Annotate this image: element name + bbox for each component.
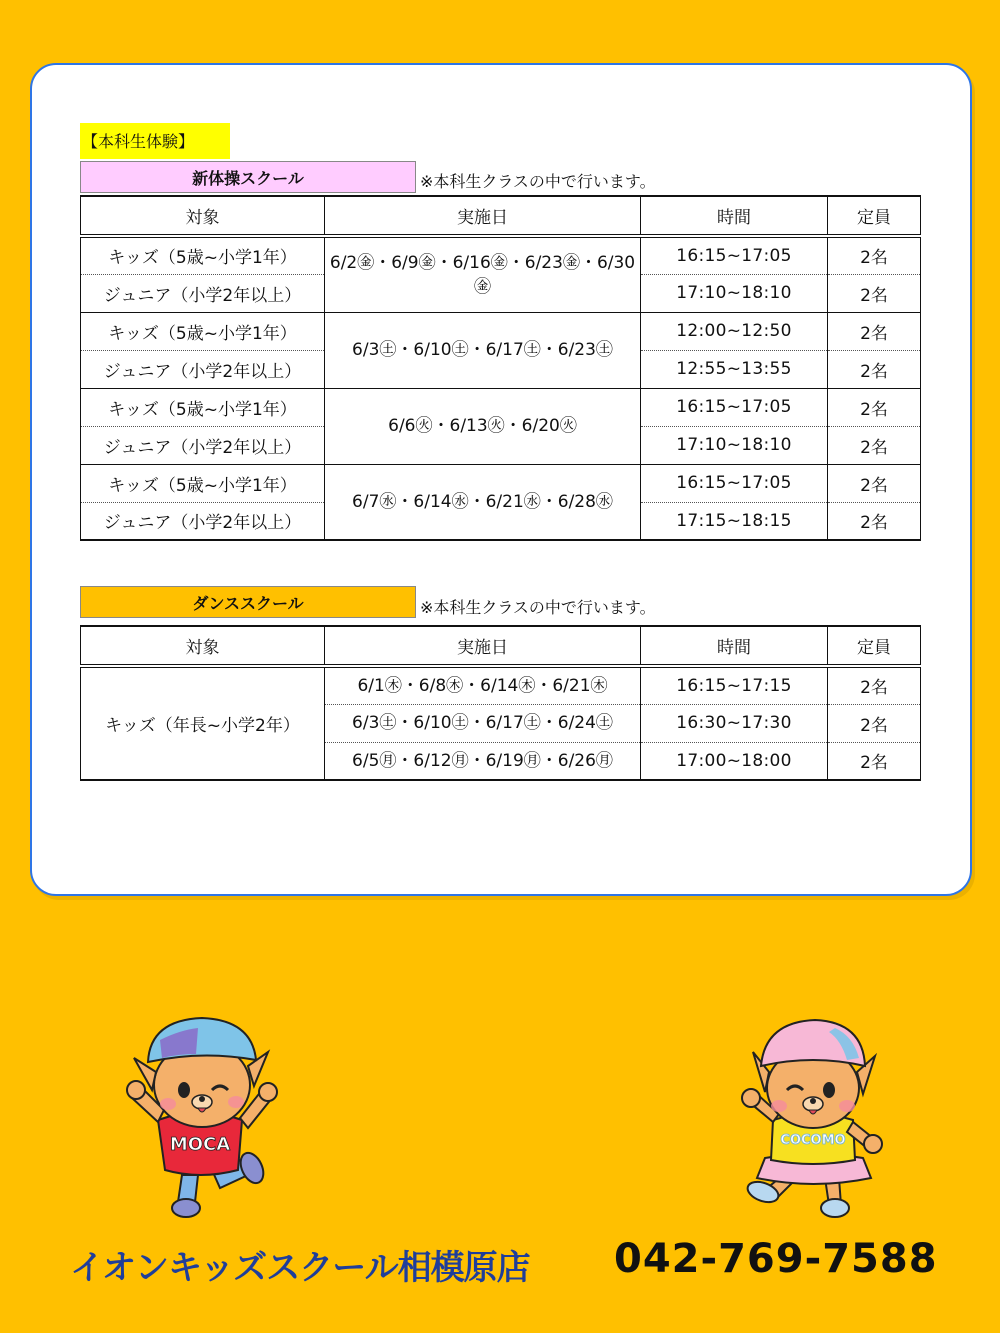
time-cell: 16:15~17:05	[641, 388, 828, 426]
target-cell: ジュニア（小学2年以上）	[81, 274, 325, 312]
target-cell: キッズ（5歳~小学1年）	[81, 388, 325, 426]
header-target: 対象	[81, 196, 325, 236]
table-row	[81, 464, 921, 502]
store-name: イオンキッズスクール相模原店	[70, 1248, 530, 1288]
capacity-cell: 2名	[828, 274, 921, 312]
moca-mascot-illustration	[120, 1010, 280, 1225]
header-target: 対象	[81, 626, 325, 666]
dates-cell: 6/3㊏・6/10㊏・6/17㊏・6/23㊏	[325, 312, 641, 388]
time-cell: 17:15~18:15	[641, 502, 828, 540]
time-cell: 16:30~17:30	[641, 704, 828, 742]
time-cell: 17:10~18:10	[641, 426, 828, 464]
dates-cell: 6/6㊋・6/13㊋・6/20㊋	[325, 388, 641, 464]
target-cell: ジュニア（小学2年以上）	[81, 502, 325, 540]
time-cell: 16:15~17:15	[641, 666, 828, 704]
dates-cell: 6/3㊏・6/10㊏・6/17㊏・6/24㊏	[325, 704, 641, 742]
moca-shirt-text: MOCA	[169, 1134, 231, 1155]
time-cell: 16:15~17:05	[641, 464, 828, 502]
header-time: 時間	[641, 626, 828, 666]
dates-cell: 6/2㊎・6/9㊎・6/16㊎・6/23㊎・6/30㊎	[325, 236, 641, 312]
capacity-cell: 2名	[828, 666, 921, 704]
capacity-cell: 2名	[828, 426, 921, 464]
capacity-cell: 2名	[828, 502, 921, 540]
dates-cell: 6/5㊊・6/12㊊・6/19㊊・6/26㊊	[325, 742, 641, 780]
header-capacity: 定員	[828, 196, 921, 236]
header-dates: 実施日	[325, 626, 641, 666]
dance-section-title: ダンススクール	[80, 586, 416, 618]
time-cell: 12:55~13:55	[641, 350, 828, 388]
intro-label: 【本科生体験】	[80, 123, 230, 159]
header-capacity: 定員	[828, 626, 921, 666]
time-cell: 17:10~18:10	[641, 274, 828, 312]
gymnastics-section-title: 新体操スクール	[80, 161, 416, 193]
cocomo-shirt-text: COCOMO	[780, 1133, 846, 1148]
table-row	[81, 666, 921, 704]
table-row	[81, 388, 921, 426]
capacity-cell: 2名	[828, 236, 921, 274]
capacity-cell: 2名	[828, 704, 921, 742]
time-cell: 12:00~12:50	[641, 312, 828, 350]
capacity-cell: 2名	[828, 464, 921, 502]
store-phone: 042-769-7588	[614, 1236, 938, 1282]
target-cell: キッズ（5歳~小学1年）	[81, 464, 325, 502]
gymnastics-note: ※本科生クラスの中で行います。	[420, 172, 656, 191]
table-row	[81, 312, 921, 350]
header-dates: 実施日	[325, 196, 641, 236]
gymnastics-schedule-table	[80, 195, 921, 541]
target-cell: キッズ（年長~小学2年）	[81, 666, 325, 780]
dance-schedule-table	[80, 625, 921, 781]
capacity-cell: 2名	[828, 350, 921, 388]
time-cell: 16:15~17:05	[641, 236, 828, 274]
target-cell: キッズ（5歳~小学1年）	[81, 236, 325, 274]
dates-cell: 6/1㊍・6/8㊍・6/14㊍・6/21㊍	[325, 666, 641, 704]
capacity-cell: 2名	[828, 312, 921, 350]
capacity-cell: 2名	[828, 742, 921, 780]
time-cell: 17:00~18:00	[641, 742, 828, 780]
cocomo-mascot-illustration	[735, 1010, 885, 1225]
dates-cell: 6/7㊌・6/14㊌・6/21㊌・6/28㊌	[325, 464, 641, 540]
target-cell: ジュニア（小学2年以上）	[81, 426, 325, 464]
capacity-cell: 2名	[828, 388, 921, 426]
target-cell: ジュニア（小学2年以上）	[81, 350, 325, 388]
dance-note: ※本科生クラスの中で行います。	[420, 598, 656, 617]
table-row	[81, 236, 921, 274]
header-time: 時間	[641, 196, 828, 236]
target-cell: キッズ（5歳~小学1年）	[81, 312, 325, 350]
